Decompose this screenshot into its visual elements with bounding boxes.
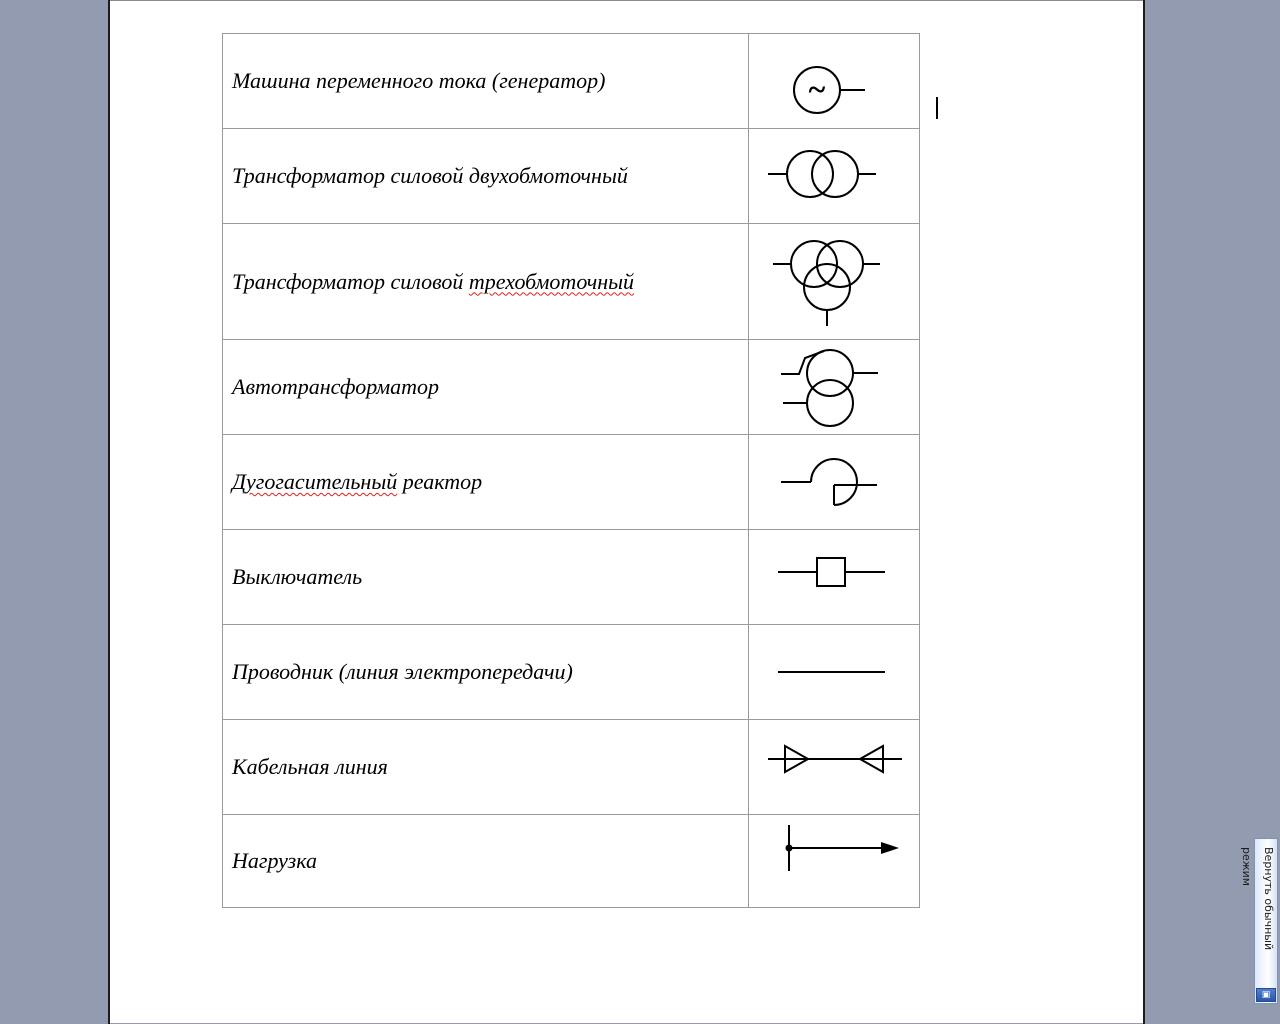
row-label[interactable] [223, 435, 749, 530]
table-row [223, 815, 920, 908]
symbol-cell[interactable] [749, 224, 920, 340]
table-row [223, 530, 920, 625]
row-label-text: Нагрузка [232, 848, 317, 873]
row-label-text: Проводник (линия электропередачи) [232, 659, 573, 684]
row-label[interactable] [223, 34, 749, 129]
three-winding-transformer-icon [749, 224, 919, 339]
row-label-text: Кабельная линия [232, 754, 388, 779]
table-row [223, 129, 920, 224]
symbol-cell[interactable] [749, 625, 920, 720]
row-label[interactable] [223, 530, 749, 625]
return-normal-mode-label: Вернуть обычный режим [1240, 847, 1275, 951]
cable-line-icon [749, 720, 919, 814]
generator-glyph: ~ [808, 71, 826, 107]
row-label[interactable] [223, 720, 749, 815]
row-label-text: реактор [397, 469, 483, 494]
row-label[interactable] [223, 625, 749, 720]
symbol-cell[interactable] [749, 530, 920, 625]
row-label[interactable] [223, 340, 749, 435]
two-winding-transformer-icon [749, 129, 919, 223]
table-row [223, 340, 920, 435]
return-normal-mode-button[interactable] [1240, 838, 1278, 1004]
symbol-cell[interactable] [749, 34, 920, 129]
row-label-text: Автотрансформатор [232, 374, 440, 399]
workspace-left-margin [0, 0, 110, 1024]
row-label[interactable] [223, 129, 749, 224]
row-label[interactable] [223, 224, 749, 340]
symbol-cell[interactable] [749, 435, 920, 530]
symbol-cell[interactable] [749, 129, 920, 224]
symbol-cell[interactable] [749, 720, 920, 815]
arc-suppression-reactor-icon [749, 435, 919, 529]
generator-icon [749, 34, 919, 128]
table-row [223, 435, 920, 530]
row-label-text: Машина переменного тока (генератор) [232, 68, 606, 93]
reading-mode-icon: ▣ [1256, 988, 1276, 1002]
text-cursor [936, 97, 938, 119]
table-row [223, 34, 920, 129]
circuit-breaker-icon [749, 530, 919, 624]
row-label-text: Трансформатор силовой двухобмоточный [232, 163, 628, 188]
autotransformer-icon [749, 340, 919, 434]
conductor-line-icon [749, 625, 919, 719]
table-row [223, 720, 920, 815]
row-label-text: Выключатель [232, 564, 363, 589]
page-right-edge [1143, 0, 1145, 1024]
row-label[interactable] [223, 815, 749, 908]
load-icon [749, 815, 919, 907]
table-row [223, 625, 920, 720]
symbols-table[interactable] [222, 33, 920, 908]
symbol-cell[interactable] [749, 340, 920, 435]
row-label-text: Трансформатор силовой [232, 268, 469, 294]
symbol-cell[interactable] [749, 815, 920, 908]
table-row [223, 224, 920, 340]
spellcheck-flagged-word[interactable]: Дугогасительный [232, 469, 398, 494]
spellcheck-flagged-word[interactable]: трехобмоточный [468, 268, 635, 294]
